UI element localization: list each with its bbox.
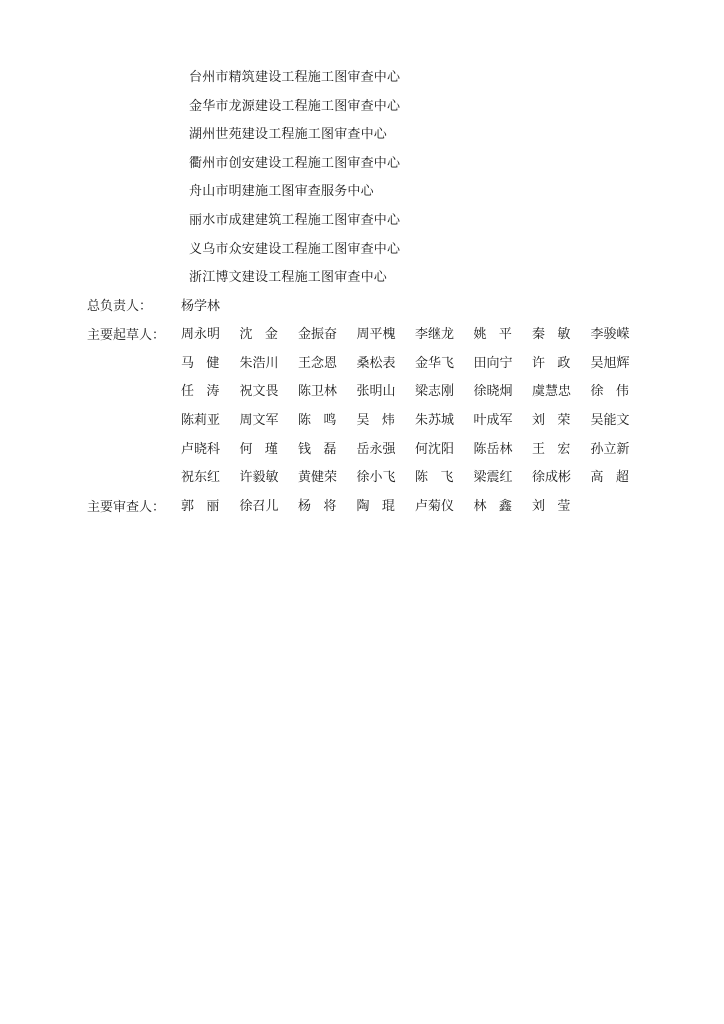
drafter-name: 李骏嵘	[590, 327, 630, 343]
organization-name: 台州市精筑建设工程施工图审查中心	[189, 70, 401, 85]
drafter-name: 吴旭辉	[590, 355, 630, 371]
organization-name: 湖州世苑建设工程施工图审查中心	[189, 127, 388, 143]
drafter-name: 朱苏城	[415, 413, 455, 429]
reviewer-name: 杨将	[298, 499, 349, 515]
drafter-name: 吴能文	[590, 413, 630, 429]
organization-list	[189, 64, 400, 293]
drafter-name: 田向宁	[473, 355, 513, 371]
organization-name: 舟山市明建施工图审查服务中心	[189, 184, 374, 200]
reviewer-name: 卢菊仪	[415, 499, 455, 515]
drafter-name: 周文军	[239, 413, 279, 429]
drafter-name: 高超	[590, 470, 642, 486]
drafter-name: 朱浩川	[239, 355, 279, 371]
drafter-name: 徐成彬	[532, 470, 572, 486]
drafter-name: 钱磊	[298, 441, 349, 457]
chief-name: 杨学林	[181, 299, 221, 314]
drafter-name: 任涛	[181, 384, 232, 400]
reviewers-label: 主要审查人：	[87, 500, 166, 515]
drafter-name: 姚平	[473, 327, 525, 343]
drafter-name: 何沈阳	[415, 441, 455, 457]
reviewer-name: 郭丽	[181, 499, 232, 515]
drafter-name: 陈飞	[415, 470, 466, 486]
drafter-name: 梁震红	[473, 470, 513, 486]
drafter-name: 祝东红	[181, 470, 221, 486]
drafter-name: 徐小飞	[356, 470, 396, 486]
drafter-name: 刘荣	[532, 413, 583, 429]
drafter-name: 张明山	[356, 384, 396, 400]
reviewer-name: 林鑫	[473, 499, 525, 515]
drafter-name: 孙立新	[590, 441, 630, 457]
drafter-name: 吴炜	[356, 413, 408, 429]
drafter-name: 桑松表	[356, 355, 396, 371]
drafter-name: 周平槐	[356, 327, 396, 343]
drafters-label: 主要起草人：	[87, 328, 166, 343]
drafter-name: 黄健荣	[298, 470, 338, 486]
drafter-name: 沈金	[239, 327, 291, 343]
drafter-name: 何瑾	[239, 441, 291, 457]
drafter-name: 岳永强	[356, 441, 396, 457]
organization-name: 金华市龙源建设工程施工图审查中心	[189, 98, 401, 114]
drafter-name: 徐晓炯	[473, 384, 513, 400]
drafter-name: 卢晓科	[181, 441, 221, 457]
reviewer-name: 陶琨	[356, 499, 408, 515]
chief-label: 总负责人：	[87, 299, 153, 314]
organization-name: 义乌市众安建设工程施工图审查中心	[189, 241, 401, 257]
drafter-name: 金振奋	[298, 327, 338, 343]
organization-name: 浙江博文建设工程施工图审查中心	[189, 270, 388, 286]
drafter-name: 叶成军	[473, 413, 513, 429]
drafter-name: 陈鸣	[298, 413, 349, 429]
drafter-name: 秦敏	[532, 327, 583, 343]
drafter-name: 马健	[181, 355, 232, 371]
drafter-name: 陈卫林	[298, 384, 338, 400]
organization-name: 衢州市创安建设工程施工图审查中心	[189, 155, 401, 171]
reviewer-name: 徐召儿	[239, 499, 279, 515]
drafter-name: 陈莉亚	[181, 413, 221, 429]
drafter-name: 许政	[532, 355, 583, 371]
drafter-name: 许毅敏	[239, 470, 279, 486]
drafter-name: 陈岳林	[473, 441, 513, 457]
drafter-name: 祝文畏	[239, 384, 279, 400]
drafter-name: 金华飞	[415, 355, 455, 371]
drafter-name: 徐伟	[590, 384, 642, 400]
drafter-name: 王宏	[532, 441, 583, 457]
organization-name: 丽水市成建建筑工程施工图审查中心	[189, 212, 401, 228]
drafter-name: 李继龙	[415, 327, 455, 343]
drafter-name: 虞慧忠	[532, 384, 572, 400]
drafter-name: 王念恩	[298, 355, 338, 371]
reviewer-name: 刘莹	[532, 499, 583, 515]
drafters-name-grid	[181, 321, 649, 493]
reviewers-name-grid	[181, 493, 649, 522]
drafter-name: 周永明	[181, 327, 221, 343]
drafter-name: 梁志刚	[415, 384, 455, 400]
